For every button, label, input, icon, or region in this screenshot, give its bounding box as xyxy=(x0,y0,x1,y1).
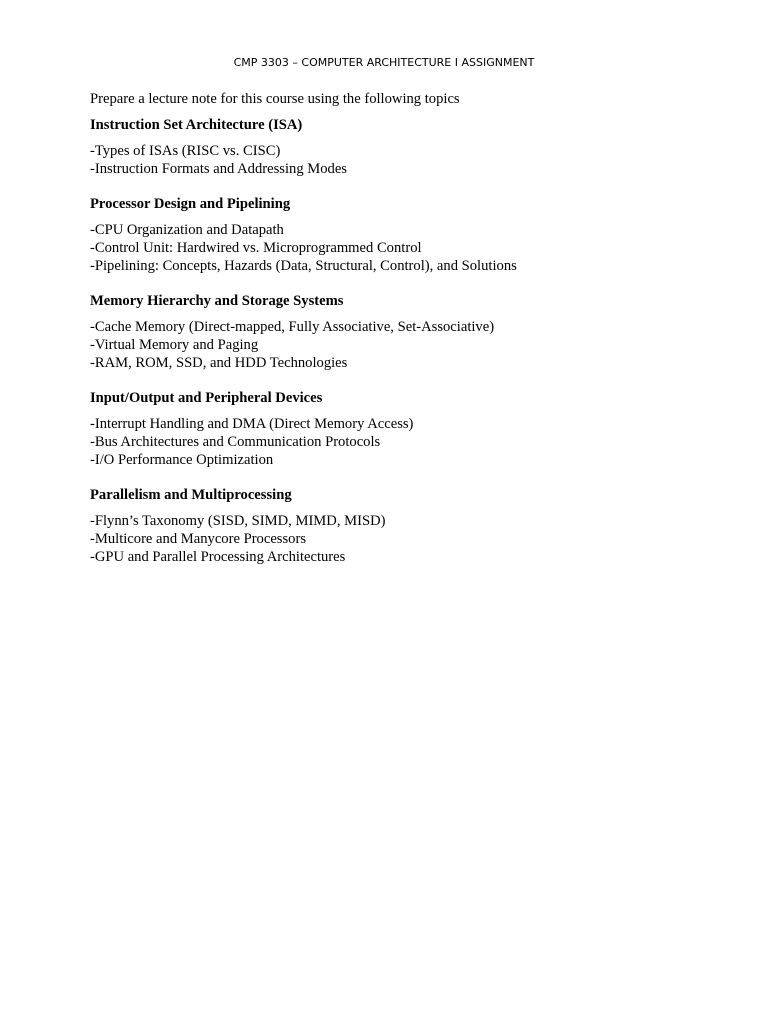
section-input-output xyxy=(90,389,710,469)
topic-item: -Control Unit: Hardwired vs. Microprogrammed Control xyxy=(90,240,422,256)
intro-text: Prepare a lecture note for this course using the following topics xyxy=(90,91,460,107)
topic-item: -GPU and Parallel Processing Architectures xyxy=(90,549,346,565)
topic-item: -RAM, ROM, SSD, and HDD Technologies xyxy=(90,355,348,371)
topic-list xyxy=(90,415,710,469)
section-heading: Parallelism and Multiprocessing xyxy=(90,487,292,503)
section-heading: Instruction Set Architecture (ISA) xyxy=(90,117,303,133)
topic-item: -Pipelining: Concepts, Hazards (Data, Structural, Control), and Solutions xyxy=(90,258,517,274)
topic-list xyxy=(90,318,710,372)
topic-item: -Instruction Formats and Addressing Modes xyxy=(90,161,347,177)
topic-item: -Flynn’s Taxonomy (SISD, SIMD, MIMD, MISD) xyxy=(90,513,386,529)
topic-item: -Multicore and Manycore Processors xyxy=(90,531,307,547)
section-processor-design xyxy=(90,195,710,275)
section-memory-hierarchy xyxy=(90,292,710,372)
section-heading: Memory Hierarchy and Storage Systems xyxy=(90,293,344,309)
topic-item: -Interrupt Handling and DMA (Direct Memory Access) xyxy=(90,416,414,432)
topic-item: -Cache Memory (Direct-mapped, Fully Associative, Set-Associative) xyxy=(90,319,495,335)
topic-item: -CPU Organization and Datapath xyxy=(90,222,284,238)
document-title: CMP 3303 – COMPUTER ARCHITECTURE I ASSIGNMENT xyxy=(233,56,535,69)
topic-item: -I/O Performance Optimization xyxy=(90,452,274,468)
topic-list xyxy=(90,142,710,178)
topic-list xyxy=(90,512,710,566)
section-parallelism xyxy=(90,486,710,566)
section-heading: Input/Output and Peripheral Devices xyxy=(90,390,323,406)
topic-list xyxy=(90,221,710,275)
topic-item: -Virtual Memory and Paging xyxy=(90,337,259,353)
topic-item: -Bus Architectures and Communication Protocols xyxy=(90,434,381,450)
section-isa xyxy=(90,116,710,178)
topic-item: -Types of ISAs (RISC vs. CISC) xyxy=(90,143,281,159)
document-body xyxy=(90,90,710,583)
section-heading: Processor Design and Pipelining xyxy=(90,196,291,212)
